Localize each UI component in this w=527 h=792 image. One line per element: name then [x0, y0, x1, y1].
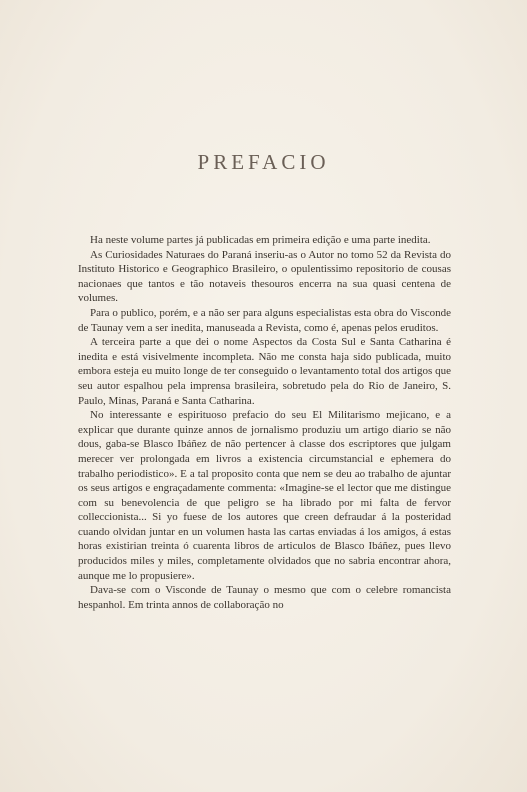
- body-text: [78, 233, 451, 612]
- paragraph-3: Para o publico, porém, e a não ser para alguns especialistas esta obra do Visconde de Taunay vem a ser inedita, manuseada a Revista, como é, apenas pelos eruditos.: [78, 306, 451, 334]
- paragraph-5: No interessante e espirituoso prefacio do seu El Militarismo mejicano, e a explicar que durante quinze annos de jornalismo produziu um artigo diario se não dous, gaba-se Blasco Ibáñez de não pertencer à classe dos escriptores que julgam merecer ver prolongada em livros a existencia circumstancial e ephemera do trabalho periodistico». E a tal proposito conta que nem se deu ao trabalho de ajuntar os seus artigos e engraçadamente commenta: «Imagine-se el lector que me distingue com su benevolencia de que peligro se ha librado por mi falta de fervor colleccionista... Si yo fuese de los autores que creen defraudar á la posteridad cuando olvidan juntar en un volumen hasta las cartas enviadas á los amigos, á estas horas existirian treinta ó cuarenta libros de articulos de Blasco Ibáñez, pues llevo producidos miles y miles, completamente olvidados que no sabria encontrar ahora, aunque me lo propusiere».: [78, 409, 451, 582]
- paragraph-2: As Curiosidades Naturaes do Paraná inseriu-as o Autor no tomo 52 da Revista do Instituto Historico e Geographico Brasileiro, o opulentissimo repositorio de cousas nacionaes que tantos e tão notaveis thesouros encerra na sua quasi centena de volumes.: [78, 248, 451, 305]
- paragraph-1: Ha neste volume partes já publicadas em primeira edição e uma parte inedita.: [90, 234, 431, 246]
- paragraph-4: A terceira parte a que dei o nome Aspectos da Costa Sul e Santa Catharina é inedita e está visivelmente incompleta. Não me consta haja sido publicada, muito embora esteja eu muito longe de ter conseguido o levantamento total dos artigos que seu autor espalhou pela imprensa brasileira, sobretudo pela do Rio de Janeiro, S. Paulo, Minas, Paraná e Santa Catharina.: [78, 336, 451, 407]
- paragraph-6: Dava-se com o Visconde de Taunay o mesmo que com o celebre romancista hespanhol. Em trinta annos de collaboração no: [78, 584, 451, 611]
- page-title: PREFACIO: [197, 150, 330, 174]
